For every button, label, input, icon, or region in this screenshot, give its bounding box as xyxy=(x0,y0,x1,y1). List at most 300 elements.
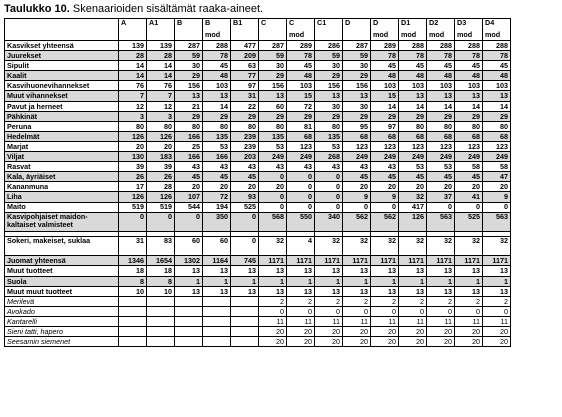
table-cell: 10 xyxy=(119,286,147,296)
table-row xyxy=(5,41,511,51)
table-row xyxy=(5,131,511,141)
table-row xyxy=(5,327,511,337)
table-cell: 0 xyxy=(287,182,315,192)
row-label: Merilevä xyxy=(5,296,119,306)
table-cell: 1 xyxy=(231,276,259,286)
table-cell xyxy=(231,316,259,326)
column-header-name: B1 xyxy=(233,18,243,27)
table-cell: 20 xyxy=(483,337,511,347)
table-cell: 13 xyxy=(175,286,203,296)
table-row xyxy=(5,111,511,121)
table-cell: 13 xyxy=(287,266,315,276)
table-cell: 20 xyxy=(203,182,231,192)
table-cell: 78 xyxy=(399,51,427,61)
table-cell: 29 xyxy=(175,71,203,81)
table-row xyxy=(5,141,511,151)
table-cell: 166 xyxy=(175,131,203,141)
table-cell: 13 xyxy=(455,91,483,101)
column-header-name: C1 xyxy=(317,18,327,27)
table-cell xyxy=(203,306,231,316)
table-cell: 13 xyxy=(427,91,455,101)
table-cell: 11 xyxy=(287,316,315,326)
table-cell: 28 xyxy=(147,182,175,192)
table-cell: 80 xyxy=(119,121,147,131)
table-cell: 45 xyxy=(455,61,483,71)
table-cell: 14 xyxy=(427,101,455,111)
table-cell: 1171 xyxy=(259,256,287,266)
table-cell: 126 xyxy=(399,212,427,231)
table-cell: 83 xyxy=(147,237,175,256)
row-label: Pavut ja herneet xyxy=(5,101,119,111)
table-row xyxy=(5,61,511,71)
table-cell: 68 xyxy=(399,131,427,141)
table-cell: 11 xyxy=(343,316,371,326)
table-cell: 13 xyxy=(427,266,455,276)
table-cell: 123 xyxy=(455,141,483,151)
table-cell: 76 xyxy=(147,81,175,91)
table-number: Taulukko 10. xyxy=(4,3,70,15)
table-cell: 58 xyxy=(455,162,483,172)
table-cell: 29 xyxy=(287,111,315,121)
table-cell: 20 xyxy=(147,141,175,151)
table-cell: 13 xyxy=(455,286,483,296)
table-cell: 249 xyxy=(287,152,315,162)
table-cell: 97 xyxy=(371,121,399,131)
table-cell: 18 xyxy=(119,266,147,276)
table-cell: 48 xyxy=(287,71,315,81)
table-row xyxy=(5,237,511,256)
table-cell: 80 xyxy=(455,121,483,131)
table-cell: 563 xyxy=(427,212,455,231)
table-cell: 0 xyxy=(287,202,315,212)
column-header-sub: mod xyxy=(205,30,221,40)
table-cell: 68 xyxy=(455,131,483,141)
table-cell: 2 xyxy=(427,296,455,306)
column-header-name: D4 xyxy=(485,18,495,27)
table-cell: 29 xyxy=(203,111,231,121)
table-cell: 45 xyxy=(287,61,315,71)
table-cell: 13 xyxy=(231,286,259,296)
table-cell xyxy=(231,337,259,347)
table-cell: 0 xyxy=(427,306,455,316)
table-cell: 30 xyxy=(315,61,343,71)
column-header xyxy=(483,19,511,41)
table-cell: 20 xyxy=(455,337,483,347)
column-header xyxy=(287,19,315,41)
table-cell: 78 xyxy=(371,51,399,61)
table-cell: 1302 xyxy=(175,256,203,266)
table-cell: 39 xyxy=(119,162,147,172)
table-cell: 1171 xyxy=(399,256,427,266)
table-cell: 30 xyxy=(259,61,287,71)
table-cell xyxy=(231,306,259,316)
table-cell xyxy=(147,337,175,347)
table-cell: 45 xyxy=(483,61,511,71)
table-cell: 1171 xyxy=(427,256,455,266)
row-label: Kananmuna xyxy=(5,182,119,192)
header-corner-cell xyxy=(5,19,119,41)
table-cell: 45 xyxy=(427,61,455,71)
column-header-name: D xyxy=(373,18,379,27)
table-cell: 249 xyxy=(399,152,427,162)
table-cell: 68 xyxy=(343,131,371,141)
table-cell: 249 xyxy=(427,152,455,162)
table-cell: 1171 xyxy=(371,256,399,266)
table-cell: 18 xyxy=(147,266,175,276)
row-label: Kantarelli xyxy=(5,316,119,326)
table-cell: 20 xyxy=(259,182,287,192)
table-cell: 289 xyxy=(371,41,399,51)
table-cell: 45 xyxy=(371,172,399,182)
table-cell: 288 xyxy=(399,41,427,51)
row-label: Sipulit xyxy=(5,61,119,71)
column-header-sub: mod xyxy=(485,30,501,40)
table-cell: 30 xyxy=(343,61,371,71)
table-cell: 9 xyxy=(371,192,399,202)
table-cell: 53 xyxy=(259,141,287,151)
table-cell: 80 xyxy=(175,121,203,131)
table-cell: 29 xyxy=(483,111,511,121)
table-row xyxy=(5,162,511,172)
table-cell: 29 xyxy=(455,111,483,121)
table-cell: 203 xyxy=(231,152,259,162)
table-row xyxy=(5,316,511,326)
table-cell: 20 xyxy=(175,182,203,192)
table-cell: 123 xyxy=(427,141,455,151)
table-cell: 10 xyxy=(147,286,175,296)
table-cell: 53 xyxy=(203,141,231,151)
table-cell: 53 xyxy=(427,162,455,172)
table-cell: 14 xyxy=(119,61,147,71)
table-cell: 287 xyxy=(175,41,203,51)
row-label: Liha xyxy=(5,192,119,202)
table-cell: 568 xyxy=(259,212,287,231)
table-cell: 68 xyxy=(427,131,455,141)
table-cell: 1171 xyxy=(343,256,371,266)
table-cell: 288 xyxy=(455,41,483,51)
table-cell: 32 xyxy=(455,237,483,256)
table-cell: 0 xyxy=(399,306,427,316)
table-cell: 0 xyxy=(287,306,315,316)
table-cell: 13 xyxy=(427,286,455,296)
table-cell: 20 xyxy=(259,327,287,337)
table-cell: 43 xyxy=(259,162,287,172)
table-cell: 13 xyxy=(343,286,371,296)
table-cell: 11 xyxy=(427,316,455,326)
table-cell: 41 xyxy=(455,192,483,202)
table-cell: 11 xyxy=(399,316,427,326)
column-header-name: B xyxy=(177,18,183,27)
table-cell: 45 xyxy=(399,172,427,182)
column-header-name: A1 xyxy=(149,18,159,27)
table-cell: 47 xyxy=(483,172,511,182)
table-cell: 20 xyxy=(427,182,455,192)
table-row xyxy=(5,306,511,316)
table-cell: 13 xyxy=(343,266,371,276)
table-cell xyxy=(147,316,175,326)
table-cell: 60 xyxy=(259,101,287,111)
column-header-name: C xyxy=(289,18,295,27)
table-cell: 0 xyxy=(231,212,259,231)
table-cell: 289 xyxy=(287,41,315,51)
table-cell: 43 xyxy=(231,162,259,172)
table-cell: 239 xyxy=(231,141,259,151)
table-cell: 13 xyxy=(399,91,427,101)
table-cell: 12 xyxy=(119,101,147,111)
table-cell: 12 xyxy=(147,101,175,111)
table-cell xyxy=(231,296,259,306)
table-cell: 0 xyxy=(287,192,315,202)
table-cell: 53 xyxy=(315,141,343,151)
table-cell: 78 xyxy=(203,51,231,61)
table-cell: 13 xyxy=(455,266,483,276)
table-cell: 14 xyxy=(147,71,175,81)
table-cell: 9 xyxy=(343,192,371,202)
table-cell: 2 xyxy=(371,296,399,306)
table-row xyxy=(5,296,511,306)
table-cell: 1 xyxy=(371,276,399,286)
table-cell: 32 xyxy=(399,237,427,256)
column-header xyxy=(259,19,287,41)
table-cell: 13 xyxy=(203,91,231,101)
table-cell: 2 xyxy=(455,296,483,306)
table-cell: 123 xyxy=(287,141,315,151)
table-cell: 20 xyxy=(371,182,399,192)
table-cell: 287 xyxy=(343,41,371,51)
table-cell: 13 xyxy=(315,91,343,101)
table-cell: 288 xyxy=(483,41,511,51)
column-header-name: D2 xyxy=(429,18,439,27)
column-header xyxy=(371,19,399,41)
table-cell: 59 xyxy=(259,51,287,61)
table-cell: 80 xyxy=(399,121,427,131)
table-cell: 0 xyxy=(315,202,343,212)
table-cell: 20 xyxy=(287,337,315,347)
table-cell: 20 xyxy=(483,182,511,192)
table-cell: 20 xyxy=(343,327,371,337)
table-cell: 11 xyxy=(315,316,343,326)
table-row xyxy=(5,91,511,101)
table-cell: 63 xyxy=(231,61,259,71)
table-cell: 2 xyxy=(399,296,427,306)
row-label: Kaalit xyxy=(5,71,119,81)
table-cell: 45 xyxy=(371,61,399,71)
column-header-name: D xyxy=(345,18,351,27)
table-cell: 13 xyxy=(203,286,231,296)
table-cell: 29 xyxy=(371,111,399,121)
row-label: Kasvipohjaiset maidon-kaltaiset valmisteet xyxy=(5,212,119,231)
table-cell: 43 xyxy=(287,162,315,172)
table-cell: 20 xyxy=(483,327,511,337)
table-cell: 103 xyxy=(427,81,455,91)
table-cell: 0 xyxy=(259,202,287,212)
table-cell xyxy=(203,296,231,306)
table-cell: 81 xyxy=(287,121,315,131)
table-cell: 78 xyxy=(455,51,483,61)
table-cell: 25 xyxy=(175,141,203,151)
table-cell xyxy=(119,306,147,316)
table-cell: 525 xyxy=(231,202,259,212)
table-cell: 0 xyxy=(259,172,287,182)
table-cell: 417 xyxy=(399,202,427,212)
table-cell: 1171 xyxy=(455,256,483,266)
table-cell: 350 xyxy=(203,212,231,231)
table-cell: 29 xyxy=(315,71,343,81)
table-cell: 249 xyxy=(483,152,511,162)
row-label: Seesamin siemenet xyxy=(5,337,119,347)
table-row xyxy=(5,81,511,91)
table-cell: 80 xyxy=(231,121,259,131)
table-cell: 80 xyxy=(147,121,175,131)
table-cell: 14 xyxy=(399,101,427,111)
table-cell: 68 xyxy=(287,131,315,141)
row-label: Marjat xyxy=(5,141,119,151)
table-cell: 29 xyxy=(343,111,371,121)
table-row xyxy=(5,51,511,61)
table-cell: 77 xyxy=(231,71,259,81)
table-cell: 29 xyxy=(399,111,427,121)
table-cell: 7 xyxy=(147,91,175,101)
table-cell: 58 xyxy=(483,162,511,172)
row-label: Sieni tatti, hapero xyxy=(5,327,119,337)
table-cell xyxy=(119,316,147,326)
column-header xyxy=(343,19,371,41)
table-cell: 103 xyxy=(371,81,399,91)
table-cell: 1 xyxy=(203,276,231,286)
table-cell: 20 xyxy=(371,327,399,337)
table-cell: 20 xyxy=(427,327,455,337)
table-cell: 14 xyxy=(455,101,483,111)
table-cell: 13 xyxy=(315,286,343,296)
column-header xyxy=(119,19,147,41)
column-header xyxy=(427,19,455,41)
table-cell: 59 xyxy=(343,51,371,61)
table-row xyxy=(5,192,511,202)
table-cell: 45 xyxy=(343,172,371,182)
table-cell: 48 xyxy=(455,71,483,81)
table-cell: 135 xyxy=(315,131,343,141)
table-cell: 288 xyxy=(427,41,455,51)
table-cell: 126 xyxy=(119,192,147,202)
table-row xyxy=(5,212,511,231)
table-cell: 2 xyxy=(287,296,315,306)
table-cell: 68 xyxy=(483,131,511,141)
table-cell: 194 xyxy=(203,202,231,212)
table-cell: 139 xyxy=(147,41,175,51)
table-cell: 14 xyxy=(483,101,511,111)
table-cell: 126 xyxy=(147,192,175,202)
table-cell: 20 xyxy=(371,337,399,347)
table-row xyxy=(5,182,511,192)
table-cell: 13 xyxy=(259,266,287,276)
table-cell: 135 xyxy=(259,131,287,141)
table-cell: 3 xyxy=(119,111,147,121)
table-cell: 11 xyxy=(483,316,511,326)
table-cell: 21 xyxy=(175,101,203,111)
table-cell: 123 xyxy=(371,141,399,151)
table-cell: 80 xyxy=(427,121,455,131)
table-cell: 48 xyxy=(371,71,399,81)
table-cell: 15 xyxy=(371,91,399,101)
table-cell: 97 xyxy=(231,81,259,91)
table-cell: 80 xyxy=(203,121,231,131)
table-cell: 20 xyxy=(399,182,427,192)
table-cell: 13 xyxy=(231,266,259,276)
column-header-name: C xyxy=(261,18,267,27)
table-cell: 29 xyxy=(343,71,371,81)
table-cell: 20 xyxy=(399,327,427,337)
table-cell: 1 xyxy=(175,276,203,286)
table-cell: 59 xyxy=(175,51,203,61)
table-cell: 249 xyxy=(343,152,371,162)
table-cell: 1171 xyxy=(315,256,343,266)
table-cell: 0 xyxy=(455,202,483,212)
table-cell xyxy=(175,306,203,316)
column-header-name: D1 xyxy=(401,18,411,27)
table-cell: 20 xyxy=(399,337,427,347)
table-cell: 29 xyxy=(259,111,287,121)
table-cell: 68 xyxy=(371,131,399,141)
table-cell: 103 xyxy=(483,81,511,91)
table-cell: 0 xyxy=(483,306,511,316)
column-header-name: D3 xyxy=(457,18,467,27)
table-cell: 0 xyxy=(315,306,343,316)
table-cell: 11 xyxy=(371,316,399,326)
table-cell: 519 xyxy=(119,202,147,212)
row-label: Muut tuotteet xyxy=(5,266,119,276)
table-cell: 45 xyxy=(203,61,231,71)
table-cell xyxy=(175,337,203,347)
table-cell: 76 xyxy=(119,81,147,91)
table-cell: 31 xyxy=(231,91,259,101)
table-cell: 80 xyxy=(483,121,511,131)
table-cell: 0 xyxy=(147,212,175,231)
table-cell: 45 xyxy=(175,172,203,182)
table-cell: 550 xyxy=(287,212,315,231)
table-cell: 13 xyxy=(483,286,511,296)
table-cell: 80 xyxy=(315,121,343,131)
column-header-name: A xyxy=(121,18,127,27)
table-row xyxy=(5,276,511,286)
table-cell: 29 xyxy=(427,111,455,121)
table-cell: 59 xyxy=(315,51,343,61)
table-cell: 0 xyxy=(315,192,343,202)
column-header xyxy=(399,19,427,41)
table-cell xyxy=(119,337,147,347)
table-cell: 43 xyxy=(203,162,231,172)
table-cell: 166 xyxy=(203,152,231,162)
table-cell: 28 xyxy=(119,51,147,61)
table-cell: 20 xyxy=(287,327,315,337)
column-header xyxy=(455,19,483,41)
table-cell: 31 xyxy=(119,237,147,256)
table-cell: 17 xyxy=(119,182,147,192)
table-cell: 39 xyxy=(147,162,175,172)
table-cell: 28 xyxy=(147,51,175,61)
row-label: Juurekset xyxy=(5,51,119,61)
table-cell: 29 xyxy=(259,71,287,81)
table-cell: 43 xyxy=(315,162,343,172)
table-cell: 22 xyxy=(231,101,259,111)
table-cell xyxy=(203,316,231,326)
table-cell: 29 xyxy=(231,111,259,121)
table-row xyxy=(5,172,511,182)
table-cell: 53 xyxy=(399,162,427,172)
table-cell: 544 xyxy=(175,202,203,212)
table-cell: 0 xyxy=(343,202,371,212)
table-row xyxy=(5,256,511,266)
table-cell: 1 xyxy=(427,276,455,286)
